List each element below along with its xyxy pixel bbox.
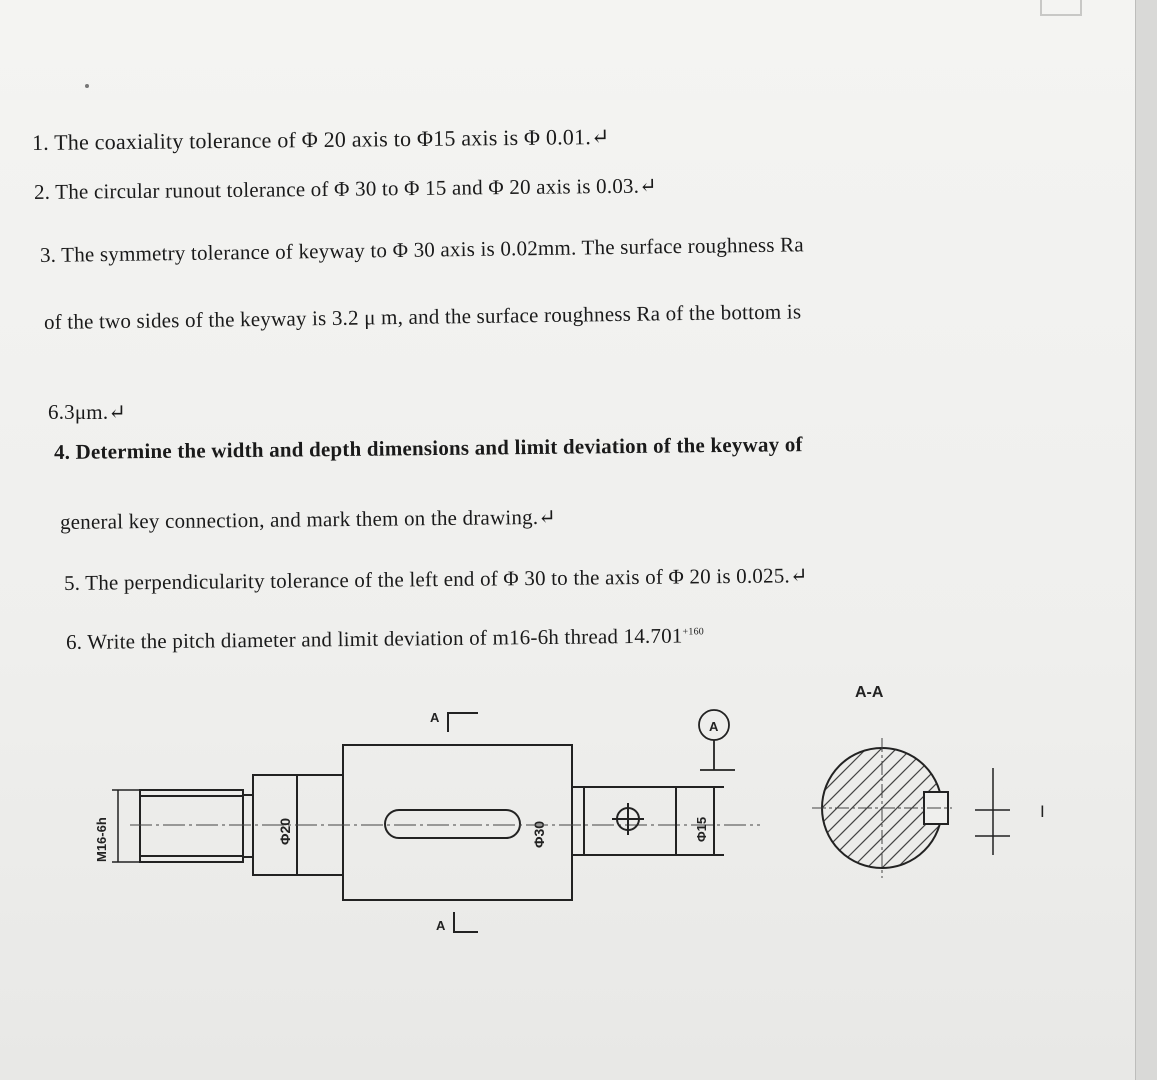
thread-dimension [112, 790, 140, 862]
section-marker-top [448, 713, 478, 732]
keyway-slot [385, 810, 520, 838]
requirement-4-line-2: general key connection, and mark them on the drawing.↵ [59, 504, 557, 534]
thread-label: M16-6h [94, 817, 109, 862]
requirement-4-line-1: 4. Determine the width and depth dimensions and limit deviation of the keyway of [53, 432, 803, 464]
thread-tolerance: +160 [682, 626, 705, 638]
requirement-6-text: 6. Write the pitch diameter and limit deviation of m16-6h thread 14.701 [65, 623, 683, 654]
section-title: A-A [855, 684, 884, 701]
thread-section [140, 790, 253, 862]
section-circle [800, 730, 960, 880]
dia-20-label: Φ20 [277, 817, 293, 845]
requirement-3-line-3: 6.3μm.↵ [48, 400, 127, 424]
datum-label: A [709, 719, 719, 734]
section-label-top: A [430, 710, 440, 725]
requirement-3-line-1: 3. The symmetry tolerance of keyway to Φ 30 axis is 0.02mm. The surface roughness Ra [39, 232, 804, 267]
keyway-depth-dimension [975, 768, 1010, 855]
section-marker-bottom [454, 912, 478, 932]
requirement-1: 1. The coaxiality tolerance of Φ 20 axis to Φ15 axis is Φ 0.01.↵ [31, 123, 610, 155]
dia-15-label: Φ15 [694, 816, 709, 842]
requirement-2: 2. The circular runout tolerance of Φ 30 to Φ 15 and Φ 20 axis is 0.03.↵ [33, 173, 658, 204]
dia-30-label: Φ30 [531, 820, 547, 848]
requirement-3-line-2: of the two sides of the keyway is 3.2 μ m, and the surface roughness Ra of the bottom is [43, 299, 802, 334]
section-label-bottom: A [436, 918, 446, 933]
section-view-label: I [1040, 802, 1045, 821]
requirement-5: 5. The perpendicularity tolerance of the left end of Φ 30 to the axis of Φ 20 is 0.025.↵ [63, 563, 808, 595]
